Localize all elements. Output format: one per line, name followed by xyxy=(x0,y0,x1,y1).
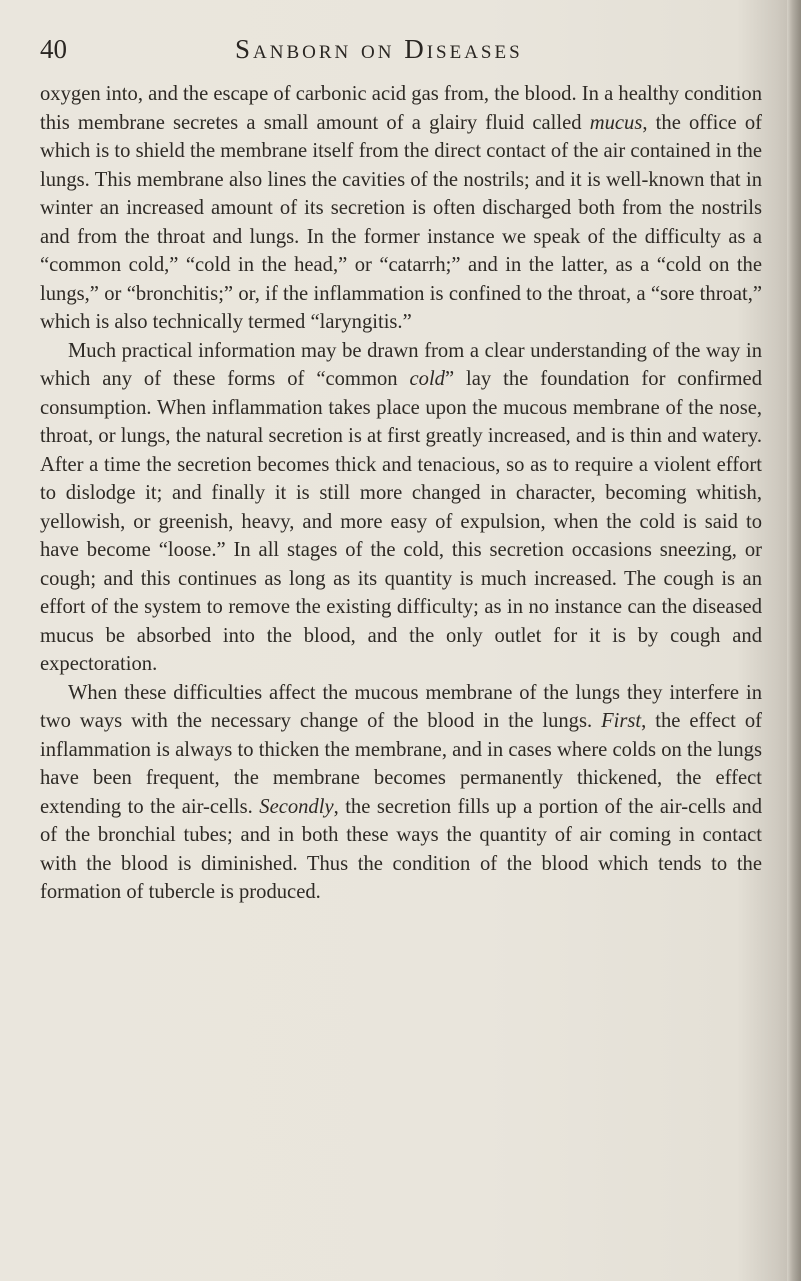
page-header xyxy=(40,30,780,70)
text-segment: ” lay the foundation for confirmed consumption. When inflammation takes place upon the mucous membrane of the nose, throat, or lungs, the natural secretion is at first greatly increased, and is thin and watery. After a time the secretion becomes thick and tenacious, so as to require a violent effort to dislodge it; and finally it is still more changed in character, becoming whitish, yellowish, or greenish, heavy, and more easy of expulsion, when the cold is said to have become “loose.” In all stages of the cold, this secretion occasions sneezing, or cough; and this continues as long as its quantity is much increased. The cough is an effort of the system to remove the existing difficulty; as in no instance can the diseased mucus be absorbed into the blood, and the only outlet for it is by cough and expectoration. xyxy=(40,368,762,675)
page-edge-shadow xyxy=(787,0,801,1281)
text-segment: , the office of which is to shield the membrane itself from the direct contact of the air contained in the lungs. This membrane also lines the cavities of the nostrils; and it is well-known that in winter an increased amount of its secretion is often discharged both from the nostrils and from the throat and lungs. In the former instance we speak of the difficulty as a “common cold,” “cold in the head,” or “catarrh;” and in the latter, as a “cold on the lungs,” or “bronchitis;” or, if the inflammation is confined to the throat, a “sore throat,” which is also technically termed “laryngitis.” xyxy=(40,111,762,333)
italic-term-mucus: mucus xyxy=(589,111,643,134)
italic-term-first: First xyxy=(601,710,642,732)
text-segment: oxygen into, and the escape of carbonic acid gas from, the blood. In a healthy condition this membrane secretes a small amount of a glairy fluid called xyxy=(40,83,762,134)
text-segment: , the effect of inflammation is always to thicken the membrane, and in cases where colds on the lungs have been frequent, the membrane becomes permanently thickened, the effect extending to the air-cells. xyxy=(40,710,762,818)
paragraph-2 xyxy=(40,337,762,679)
paragraph-1 xyxy=(40,80,762,337)
running-title: Sanborn on Diseases xyxy=(235,34,523,64)
page-number: 40 xyxy=(40,34,67,64)
text-segment: Much practical information may be drawn from a clear understanding of the way in which any of these forms of “common xyxy=(40,339,762,390)
paragraph-3 xyxy=(40,679,762,907)
italic-term-secondly: Secondly xyxy=(259,795,334,818)
body-text xyxy=(40,80,762,907)
italic-term-cold: cold xyxy=(409,368,445,390)
text-segment: , the secretion fills up a portion of the air-cells and of the bronchial tubes; and in both these ways the quantity of air coming in contact with the blood is diminished. Thus the condition of the blood which tends to the formation of tubercle is produced. xyxy=(40,795,762,903)
text-segment: When these difficulties affect the mucous membrane of the lungs they interfere in two ways with the necessary change of the blood in the lungs. xyxy=(40,681,762,732)
